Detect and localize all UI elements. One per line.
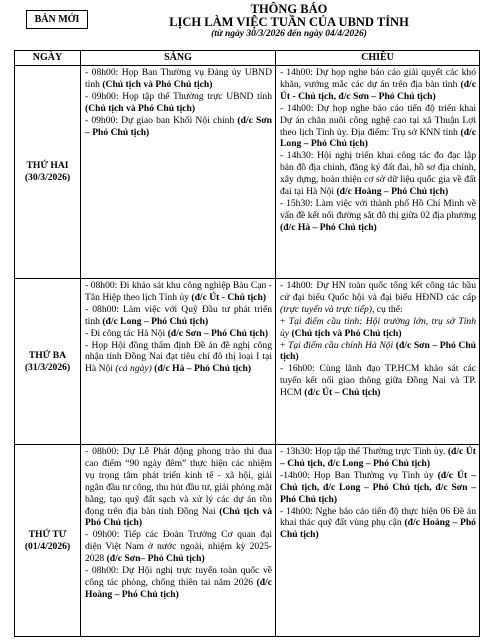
morning-cell [81, 66, 276, 279]
item-attendees: (đ/c Út – Chủ tịch) [304, 387, 381, 399]
schedule-item [85, 280, 272, 304]
day-cell [15, 279, 81, 445]
day-name: THỨ BA [28, 349, 67, 361]
item-text: - 14h00: Dự họp nghe báo cáo giải quyết các khó khăn, vướng mắc các dự án trên địa bàn tỉnh [280, 67, 476, 90]
item-attendees: (Chủ tịch và Phó Chủ tịch) [102, 78, 213, 90]
item-text: - Họp Hội đồng thẩm định Đề án đề nghị công nhận tỉnh Đồng Nai đạt tiêu chí đô thị loại I tại Hà Nội [85, 339, 272, 375]
item-attendees: (đ/c Sơn – Phó Chủ tịch) [85, 114, 273, 138]
schedule-item [280, 340, 476, 364]
day-name: THỨ HAI [26, 160, 69, 172]
item-text: + [280, 339, 289, 351]
item-text: -14h00: Họp Ban Thường vụ Tỉnh ủy [280, 469, 438, 481]
item-note: (cả ngày) [115, 363, 152, 375]
afternoon-cell [276, 66, 480, 279]
schedule-item [280, 363, 476, 399]
schedule-item [85, 67, 272, 91]
day-cell [15, 445, 81, 637]
table-row [15, 445, 480, 637]
document-subtitle: LỊCH LÀM VIỆC TUẦN CỦA UBND TỈNH [169, 15, 409, 29]
schedule-item [85, 529, 272, 565]
item-text: - 14h00: Nghe báo cáo tiến độ thực hiện 06 Đề án khai thác quỹ đất vùng phụ cận [280, 505, 476, 529]
document-title: THÔNG BÁO [250, 2, 328, 16]
item-text: + [280, 315, 289, 327]
table-header-row [15, 51, 480, 66]
item-note: Tại điểm cầu chính Hà Nội [288, 339, 394, 351]
item-text: - Đi công tác Hà Nội [85, 327, 168, 339]
day-cell [15, 66, 81, 279]
day-date: (30/3/2026) [24, 172, 71, 183]
schedule-item [280, 198, 476, 234]
item-attendees: (đ/c Út - Chủ tịch) [191, 291, 267, 303]
item-attendees: (đ/c Út – Chủ tịch, đ/c Long – Phó Chủ tịch) [280, 446, 476, 469]
item-attendees: (Chủ tịch và Phó Chủ tịch) [85, 505, 273, 529]
item-text: - 15h30: Làm việc với thành phố Hồ Chí Minh về vấn đề kết nối đường sắt đô thị giữa 02 địa phương [280, 197, 477, 221]
item-attendees: (đ/c Út – Chủ tịch, đ/c Long – Phó Chủ tịch, đ/c Sơn – Phó Chủ tịch) [280, 469, 477, 505]
schedule-item [280, 67, 476, 103]
item-attendees: (đ/c Sơn– Phó Chủ tịch) [106, 553, 205, 565]
item-attendees: (đ/c Sơn – Phó Chủ tịch) [167, 327, 269, 339]
day-date: (31/3/2026) [24, 361, 71, 373]
day-date: (01/4/2026) [24, 540, 71, 552]
morning-cell [81, 279, 276, 445]
afternoon-cell [276, 279, 480, 445]
date-range: (từ ngày 30/3/2026 đến ngày 04/4/2026) [211, 29, 367, 39]
header-morning: SÁNG [81, 51, 276, 66]
item-attendees: (Chủ tịch và Phó Chủ tịch) [289, 327, 402, 339]
item-attendees: (đ/c Hoàng – Phó Chủ tịch) [85, 576, 272, 600]
item-attendees: (đ/c Út - Chủ tịch, đ/c Sơn – Phó Chủ tịch) [280, 78, 476, 102]
morning-cell [81, 445, 276, 637]
schedule-item [85, 446, 272, 529]
schedule-item [85, 328, 272, 340]
schedule-item [85, 340, 272, 376]
table-row [15, 279, 480, 445]
item-attendees: (đ/c Long – Phó Chủ tịch) [102, 315, 209, 327]
item-attendees: (Chủ tịch và Phó Chủ tịch) [85, 102, 196, 114]
schedule-item [280, 316, 476, 340]
new-version-badge: BẢN MỚI [26, 10, 88, 29]
schedule-item [280, 103, 476, 151]
item-text: - 08h00: Đi khảo sát khu công nghiệp Bàu Cạn - Tân Hiệp theo lịch Tỉnh ủy [85, 280, 272, 303]
item-attendees: (đ/c Hà – Phó Chủ tịch) [151, 363, 252, 375]
item-note: (trực tuyến và trực tiếp) [280, 303, 372, 315]
day-name: THỨ TƯ [28, 528, 67, 540]
afternoon-cell [276, 445, 480, 637]
item-note: Tại điểm cầu tỉnh: Hội trường lớn, trụ sở Tỉnh ủy [280, 315, 476, 339]
item-text: - 08h00: Làm việc với Quỹ Đầu tư phát triển tỉnh [85, 303, 272, 327]
schedule-item [280, 280, 476, 316]
item-text: - 08h00: Họp Ban Thường vụ Đảng ủy UBND tỉnh [85, 67, 272, 90]
table-row [15, 66, 480, 279]
item-text: , cụ thể: [371, 303, 403, 315]
schedule-item [85, 565, 272, 601]
item-text: - 16h00: Cùng lãnh đạo TP.HCM khảo sát các tuyến kết nối giao thông giữa Đồng Nai và TP. HCM [280, 363, 476, 399]
item-text: - 09h00: Tiếp các Đoàn Trưởng Cơ quan đại diện Việt Nam ở nước ngoài, nhiệm kỳ 2025-2028 [85, 529, 272, 565]
item-text: - 14h30: Hội nghị triển khai công tác đo đạc lập bản đồ địa chính, đăng ký đất đai, hồ sơ địa chính, xây dựng, hoàn thiện cơ sở dữ liệu quốc gia về đất đai tại Hà Nội [280, 150, 476, 198]
item-attendees: (đ/c Sơn – Phó Chủ tịch) [280, 339, 476, 363]
document-header [100, 3, 478, 40]
schedule-item [85, 304, 272, 328]
item-text: - 14h00: Dự HN toàn quốc tổng kết công tác bầu cử đại biểu Quốc hội và đại biểu HĐND các cấp [280, 280, 476, 303]
item-text: - 09h00: Họp tập thể Thường trực UBND tỉnh [85, 90, 272, 102]
item-attendees: (đ/c Hoàng – Phó Chủ tịch) [280, 517, 476, 541]
item-text: - 09h00: Dự giao ban Khối Nội chính [85, 114, 238, 126]
schedule-item [85, 91, 272, 115]
schedule-item [280, 446, 476, 470]
item-attendees: (đ/c Hà – Phó Chủ tịch) [280, 221, 377, 233]
item-attendees: (đ/c Long – Phó Chủ tịch) [280, 126, 476, 150]
schedule-item [280, 150, 476, 198]
item-text: - 13h30: Họp tập thể Thường trực Tỉnh ủy. [280, 446, 448, 457]
item-attendees: (đ/c Hoàng – Phó Chủ tịch) [336, 186, 449, 198]
item-text: - 14h00: Dự họp nghe báo cáo tiến độ triển khai Dự án chăn nuôi công nghệ cao tại xã Thuận Lợi theo lịch Tỉnh ủy. Địa điểm: Trụ sở KNN tỉnh [280, 102, 476, 138]
item-text: - 08h00: Dự Lễ Phát động phong trào thi đua cao điểm “90 ngày đêm” thực hiện các nhiệm vụ trọng tâm phát triển kinh tế - xã hội, giải ngân đầu tư công, thu hút đầu tư, giải phóng mặt bằng, tạo quỹ đất sạch và xử lý các dự án tồn đọng trên địa bàn tỉnh Đồng Nai [85, 446, 272, 517]
schedule-item [280, 506, 476, 542]
schedule-item [85, 115, 272, 139]
header-day: NGÀY [15, 51, 81, 66]
item-text: - 08h00: Dự Hội nghị trực tuyến toàn quốc về công tác phòng, chống thiên tai năm 2026 [85, 565, 272, 588]
schedule-table [14, 50, 480, 637]
schedule-item [280, 470, 476, 506]
header-afternoon: CHIỀU [276, 51, 480, 66]
